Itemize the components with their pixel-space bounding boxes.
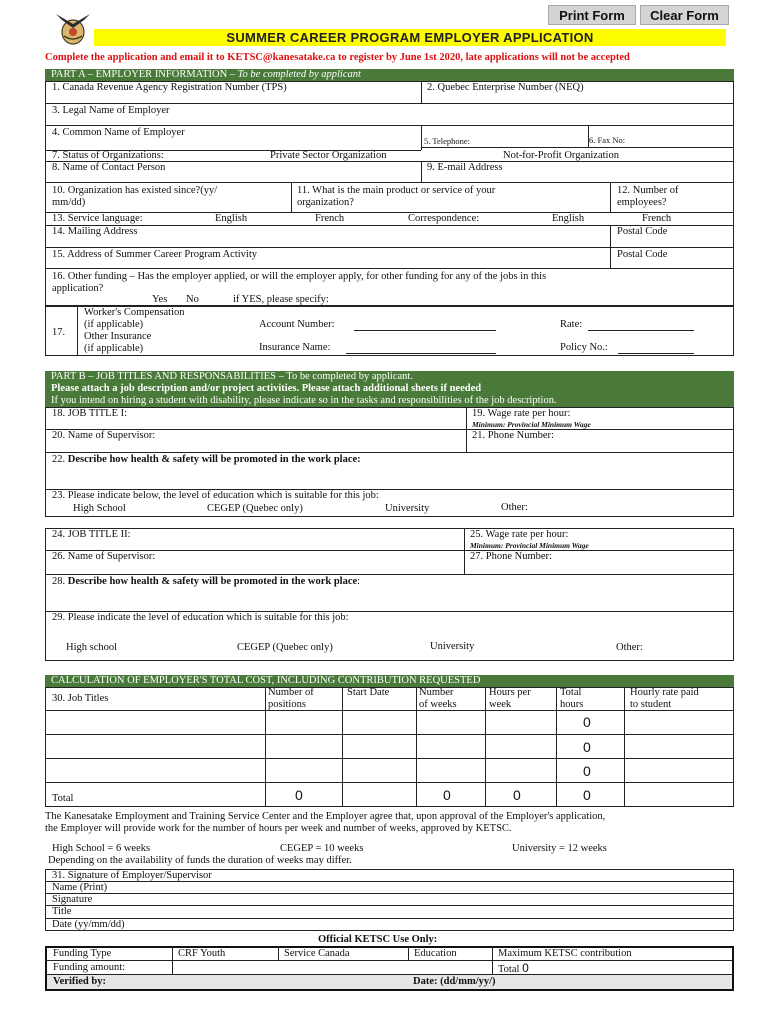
q17-rate-field[interactable]: [588, 320, 694, 331]
q17-wc-label-1: Worker's Compensation: [84, 307, 185, 318]
q17-wc-label-2: (if applicable): [84, 319, 144, 330]
q24-label: 24. JOB TITLE II:: [52, 529, 131, 540]
q29-hs-option[interactable]: High school: [66, 642, 118, 653]
funding-type-label: Funding Type: [53, 948, 112, 959]
clear-form-button[interactable]: Clear Form: [640, 5, 729, 25]
q29-cegep-option[interactable]: CEGEP (Quebec only): [237, 642, 333, 653]
availability-note: Depending on the availability of funds the duration of weeks may differ.: [48, 855, 352, 866]
q13-corr-english-option[interactable]: English: [552, 213, 585, 224]
q16-no-option[interactable]: No: [186, 294, 199, 305]
total-row-label: Total: [52, 793, 74, 804]
q26-label: 26. Name of Supervisor:: [52, 551, 156, 562]
q23-other-option[interactable]: Other:: [501, 502, 528, 513]
part-a-note: To be completed by applicant: [237, 69, 361, 80]
q12-label-1: 12. Number of: [617, 185, 679, 196]
q16-specify-label: if YES, please specify:: [233, 294, 329, 305]
q17-account-field[interactable]: [354, 320, 496, 331]
q7-label: 7. Status of Organizations:: [52, 150, 164, 161]
q27-label: 27. Phone Number:: [470, 551, 552, 562]
q25-note: Minimum: Provincial Minimum Wage: [470, 541, 589, 550]
q13-english-option[interactable]: English: [215, 213, 248, 224]
q2-label: 2. Quebec Enterprise Number (NEQ): [427, 82, 584, 93]
q22-label: [52, 454, 361, 466]
q29-other-option[interactable]: Other:: [616, 642, 643, 653]
q14-label: 14. Mailing Address: [52, 226, 138, 237]
q8-label: 8. Name of Contact Person: [52, 162, 166, 173]
q13-corr-french-option[interactable]: French: [642, 213, 672, 224]
q11-label-1: 11. What is the main product or service of your: [297, 185, 496, 196]
q20-label: 20. Name of Supervisor:: [52, 430, 156, 441]
q17-oi-label-1: Other Insurance: [84, 331, 152, 342]
q17-label: 17.: [52, 327, 66, 338]
q10-label-2: mm/dd): [52, 197, 86, 208]
col-positions-2: positions: [268, 699, 306, 710]
row-2-total-hours: 0: [583, 739, 591, 755]
col-hours-1: Hours per: [489, 687, 531, 698]
q7-private-option[interactable]: Private Sector Organization: [270, 150, 387, 161]
signature-field[interactable]: Signature: [52, 894, 93, 905]
agreement-line-1: The Kanesatake Employment and Training Service Center and the Employer agree that, upon approval of the Employer's application,: [45, 811, 606, 822]
education-option[interactable]: Education: [414, 948, 457, 959]
q28-text: Describe how health & safety will be promoted in the work place: [67, 576, 358, 587]
q11-label-2: organization?: [297, 197, 354, 208]
q25-label: 25. Wage rate per hour:: [470, 529, 569, 540]
q6-label: 6. Fax No:: [589, 135, 626, 145]
q17-insname-field[interactable]: [346, 343, 496, 354]
part-a-title: PART A – EMPLOYER INFORMATION –: [51, 69, 238, 80]
q29-university-option[interactable]: University: [430, 641, 475, 652]
row-3-total-hours: 0: [583, 763, 591, 779]
q21-label: 21. Phone Number:: [472, 430, 554, 441]
q29-label: 29. Please indicate the level of education which is suitable for this job:: [52, 612, 349, 623]
q10-label-1: 10. Organization has existed since?(yy/: [52, 185, 218, 196]
service-canada-option[interactable]: Service Canada: [284, 948, 350, 959]
q23-hs-option[interactable]: High School: [73, 503, 126, 514]
print-form-button[interactable]: Print Form: [548, 5, 636, 25]
q19-note: Minimum: Provincial Minimum Wage: [472, 420, 591, 429]
total-positions: 0: [295, 787, 303, 803]
q31-label: 31. Signature of Employer/Supervisor: [52, 870, 212, 881]
funding-amount-label: Funding amount:: [53, 962, 126, 973]
q13-french-option[interactable]: French: [315, 213, 345, 224]
q17-policy-label: Policy No.:: [560, 342, 608, 353]
q23-label: 23. Please indicate below, the level of education which is suitable for this job:: [52, 490, 379, 501]
q1-label: 1. Canada Revenue Agency Registration Number (TPS): [52, 82, 287, 93]
part-b-disability-note: If you intend on hiring a student with disability, please indicate so in the tasks and responsibilities of the job description.: [51, 395, 557, 406]
q16-label-2: application?: [52, 283, 104, 294]
q7-nonprofit-option[interactable]: Not-for-Profit Organization: [503, 150, 619, 161]
col-weeks-1: Number: [419, 687, 454, 698]
part-b-title: PART B – JOB TITLES AND RESPONSABILITIES – To be completed by applicant.: [51, 371, 413, 382]
part-b-header: [45, 371, 734, 407]
row-1-total-hours: 0: [583, 714, 591, 730]
q5-label: 5. Telephone:: [424, 136, 470, 146]
q14-postal-label: Postal Code: [617, 226, 668, 237]
official-total-value: 0: [522, 961, 529, 975]
q22-text: Describe how health & safety will be promoted in the work place:: [67, 454, 361, 465]
q23-university-option[interactable]: University: [385, 503, 430, 514]
official-date-label: Date: (dd/mm/yy/): [413, 976, 496, 987]
q12-label-2: employees?: [617, 197, 667, 208]
col-total-2: hours: [560, 699, 584, 710]
q16-yes-option[interactable]: Yes: [152, 294, 168, 305]
q17-insname-label: Insurance Name:: [259, 342, 331, 353]
q18-label: 18. JOB TITLE I:: [52, 408, 128, 419]
kanesatake-logo: [54, 6, 92, 46]
name-print-field[interactable]: Name (Print): [52, 882, 108, 893]
weeks-university: University = 12 weeks: [512, 843, 607, 854]
q15-postal-label: Postal Code: [617, 249, 668, 260]
max-contribution-label: Maximum KETSC contribution: [498, 948, 632, 959]
part-a-header: [45, 69, 734, 81]
q17-oi-label-2: (if applicable): [84, 343, 144, 354]
agreement-line-2: the Employer will provide work for the number of hours per week and number of weeks, approved by KETSC.: [45, 823, 512, 834]
q9-label: 9. E-mail Address: [427, 162, 503, 173]
official-total-label: [498, 962, 529, 976]
q28-label: [52, 576, 360, 588]
instruction-text: Complete the application and email it to KETSC@kanesatake.ca to register by June 1st 2020, late applications will not be accepted: [45, 52, 630, 63]
weeks-high-school: High School = 6 weeks: [52, 843, 151, 854]
official-heading: Official KETSC Use Only:: [318, 934, 438, 945]
col-start-date: Start Date: [347, 687, 390, 698]
col-total-1: Total: [560, 687, 582, 698]
total-hours-week: 0: [513, 787, 521, 803]
q23-cegep-option[interactable]: CEGEP (Quebec only): [207, 503, 303, 514]
col-rate-2: to student: [630, 699, 672, 710]
q15-label: 15. Address of Summer Career Program Activity: [52, 249, 258, 260]
col-weeks-2: of weeks: [419, 699, 457, 710]
date-field[interactable]: Date (yy/mm/dd): [52, 919, 125, 930]
q28-number: 28.: [52, 576, 68, 587]
q19-label: 19. Wage rate per hour:: [472, 408, 571, 419]
q17-policy-field[interactable]: [618, 343, 694, 354]
col-rate-1: Hourly rate paid: [630, 687, 699, 698]
title-field[interactable]: Title: [52, 906, 72, 917]
part-b-attach-note: Please attach a job description and/or project activities. Please attach additional sheets if needed: [51, 383, 482, 394]
official-total-text: Total: [498, 964, 520, 975]
total-hours: 0: [583, 787, 591, 803]
col-hours-2: week: [489, 699, 512, 710]
q4-label: 4. Common Name of Employer: [52, 127, 185, 138]
calc-header: CALCULATION OF EMPLOYER'S TOTAL COST, INCLUDING CONTRIBUTION REQUESTED: [45, 675, 734, 687]
total-weeks: 0: [443, 787, 451, 803]
q3-label: 3. Legal Name of Employer: [52, 105, 170, 116]
col-job-titles: 30. Job Titles: [52, 693, 109, 704]
q17-account-label: Account Number:: [259, 319, 335, 330]
q22-number: 22.: [52, 454, 68, 465]
form-title: SUMMER CAREER PROGRAM EMPLOYER APPLICATION: [94, 29, 726, 46]
q16-specify-field[interactable]: [342, 295, 616, 306]
q28-colon: :: [357, 576, 361, 587]
verified-by-label: Verified by:: [53, 976, 106, 987]
q13-label: 13. Service language:: [52, 213, 143, 224]
weeks-cegep: CEGEP = 10 weeks: [280, 843, 364, 854]
crf-youth-option[interactable]: CRF Youth: [178, 948, 226, 959]
q13-correspondence-label: Correspondence:: [408, 213, 480, 224]
col-positions-1: Number of: [268, 687, 314, 698]
q16-label-1: 16. Other funding – Has the employer applied, or will the employer apply, for other funding for any of the jobs in this: [52, 271, 547, 282]
q17-rate-label: Rate:: [560, 319, 583, 330]
